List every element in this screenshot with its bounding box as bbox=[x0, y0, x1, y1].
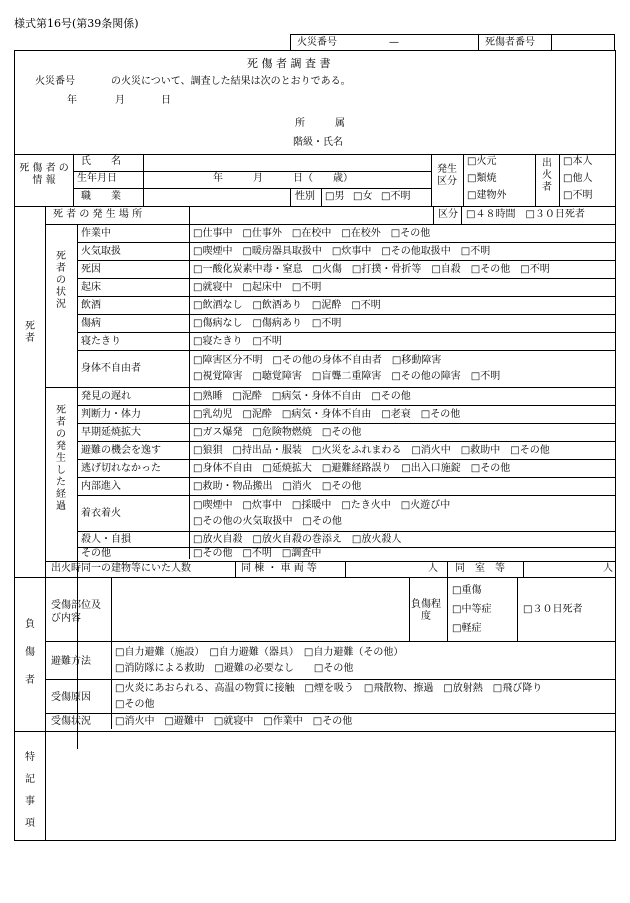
same-building-sub-label: 同 棟 ・ 車 両 等 bbox=[241, 563, 317, 574]
fire-starter-option-self[interactable]: □本人 bbox=[563, 156, 593, 167]
birthdate-field[interactable]: 年 月 日（ 歳） bbox=[213, 173, 353, 184]
death-section-label: 死 者 bbox=[25, 321, 35, 344]
fire-starter-label: 出 火 者 bbox=[542, 158, 552, 193]
status-row-label: 身体不自由者 bbox=[81, 363, 141, 374]
status-row-options[interactable]: □視覚障害 □聴覚障害 □盲聾二重障害 □その他の障害 □不明 bbox=[193, 371, 501, 382]
process-row-options[interactable]: □ガス爆発 □危険物燃焼 □その他 bbox=[193, 427, 362, 438]
injury-cause-label: 受傷原因 bbox=[51, 692, 91, 703]
process-row-label: 殺人・自損 bbox=[81, 534, 131, 545]
document-title: 死 傷 者 調 査 書 bbox=[247, 57, 331, 70]
fire-number-label: 火災番号 bbox=[297, 37, 337, 48]
process-row-label: その他 bbox=[81, 548, 111, 559]
casualty-report-form bbox=[14, 50, 616, 841]
process-row-label: 早期延焼拡大 bbox=[81, 427, 141, 438]
division-label: 区分 bbox=[438, 209, 458, 220]
process-row-options[interactable]: □身体不自由 □延焼拡大 □避難経路誤り □出入口施錠 □その他 bbox=[193, 463, 511, 474]
status-row-options[interactable]: □喫煙中 □暖房器具取扱中 □炊事中 □その他取扱中 □不明 bbox=[193, 246, 491, 257]
process-row-options[interactable]: □喫煙中 □炊事中 □採暖中 □たき火中 □火遊び中 bbox=[193, 500, 451, 511]
gender-label: 性別 bbox=[295, 191, 315, 202]
year-label: 年 bbox=[67, 95, 77, 106]
evacuation-options[interactable]: □自力避難（施設） □自力避難（器具） □自力避難（その他） bbox=[115, 647, 404, 658]
status-row-options[interactable]: □障害区分不明 □その他の身体不自由者 □移動障害 bbox=[193, 355, 442, 366]
origin-option-spread[interactable]: □類焼 bbox=[467, 173, 497, 184]
injury-cause-options[interactable]: □その他 bbox=[115, 699, 155, 710]
same-building-label: 出火時同一の建物等にいた人数 bbox=[51, 563, 191, 574]
process-row-label: 内部進入 bbox=[81, 481, 121, 492]
death-place-label: 死 者 の 発 生 場 所 bbox=[53, 209, 143, 220]
status-row-options[interactable]: □飲酒なし □飲酒あり □泥酔 □不明 bbox=[193, 300, 381, 311]
status-row-label: 死因 bbox=[81, 264, 101, 275]
status-row-options[interactable]: □就寝中 □起床中 □不明 bbox=[193, 282, 322, 293]
injury-degree-moderate[interactable]: □中等症 bbox=[452, 604, 492, 615]
day-label: 日 bbox=[161, 95, 171, 106]
process-row-options[interactable]: □狼狽 □持出品・服装 □火災をふれまわる □消火中 □救助中 □その他 bbox=[193, 445, 550, 456]
status-row-label: 飲酒 bbox=[81, 300, 101, 311]
status-row-options[interactable]: □一酸化炭素中毒・窒息 □火傷 □打撲・骨折等 □自殺 □その他 □不明 bbox=[193, 264, 550, 275]
name-label: 氏 名 bbox=[81, 156, 121, 167]
origin-label: 発生区分 bbox=[437, 164, 457, 187]
status-row-label: 火気取扱 bbox=[81, 246, 121, 257]
fire-starter-option-other[interactable]: □他人 bbox=[563, 173, 593, 184]
fire-number-field[interactable]: — bbox=[389, 37, 399, 48]
same-room-person-unit: 人 bbox=[603, 563, 613, 574]
day-30-death-option[interactable]: □３０日死者 bbox=[523, 604, 583, 615]
notes-field[interactable] bbox=[47, 733, 613, 838]
gender-option-unknown[interactable]: □不明 bbox=[381, 191, 411, 202]
process-row-label: 着衣着火 bbox=[81, 508, 121, 519]
process-row-options[interactable]: □熟睡 □泥酔 □病気・身体不自由 □その他 bbox=[193, 391, 411, 402]
status-row-options[interactable]: □傷病なし □傷病あり □不明 bbox=[193, 318, 342, 329]
process-row-options[interactable]: □乳幼児 □泥酔 □病気・身体不自由 □老衰 □その他 bbox=[193, 409, 461, 420]
process-row-options[interactable]: □救助・物品搬出 □消火 □その他 bbox=[193, 481, 362, 492]
process-row-label: 判断力・体力 bbox=[81, 409, 141, 420]
injured-section-label: 負 傷 者 bbox=[25, 619, 35, 686]
division-options[interactable]: □４８時間 □３０日死者 bbox=[466, 209, 585, 220]
evacuation-options[interactable]: □消防隊による救助 □避難の必要なし □その他 bbox=[115, 663, 354, 674]
casualty-number-label: 死傷者番号 bbox=[485, 37, 535, 48]
origin-option-outside[interactable]: □建物外 bbox=[467, 190, 507, 201]
evacuation-label: 避難方法 bbox=[51, 656, 91, 667]
injury-degree-label: 負傷程度 bbox=[411, 599, 441, 622]
injury-degree-serious[interactable]: □重傷 bbox=[452, 585, 482, 596]
notes-label: 特 記 事 項 bbox=[25, 752, 35, 829]
rank-name-label: 階級・氏名 bbox=[293, 137, 343, 148]
header-fire-number-label: 火災番号 bbox=[35, 76, 75, 87]
status-row-label: 起床 bbox=[81, 282, 101, 293]
injury-situation-options[interactable]: □消火中 □避難中 □就寝中 □作業中 □その他 bbox=[115, 716, 353, 727]
death-process-label: 死 者 の 発 生 し た 経 過 bbox=[56, 405, 66, 512]
injury-cause-options[interactable]: □火炎にあおられる、高温の物質に接触 □煙を吸う □飛散物、擦過 □放射熱 □飛び降り bbox=[115, 683, 543, 694]
status-row-label: 作業中 bbox=[81, 228, 111, 239]
status-row-label: 寝たきり bbox=[81, 336, 121, 347]
fire-starter-option-unknown[interactable]: □不明 bbox=[563, 190, 593, 201]
injury-part-label: 受傷部位及び内容 bbox=[51, 600, 101, 624]
process-row-options[interactable]: □その他 □不明 □調査中 bbox=[193, 548, 322, 559]
intro-text: の火災について、調査した結果は次のとおりである。 bbox=[111, 76, 351, 87]
birthdate-label: 生年月日 bbox=[77, 173, 117, 184]
casualty-info-section-label: 死 傷 者 の 情 報 bbox=[19, 163, 69, 186]
form-number: 様式第16号(第39条関係) bbox=[14, 17, 139, 30]
status-row-label: 傷病 bbox=[81, 318, 101, 329]
origin-option-fire-source[interactable]: □火元 bbox=[467, 156, 497, 167]
gender-option-female[interactable]: □女 bbox=[353, 191, 373, 202]
process-row-options[interactable]: □その他の火気取扱中 □その他 bbox=[193, 516, 342, 527]
status-row-options[interactable]: □寝たきり □不明 bbox=[193, 336, 282, 347]
same-room-label: 同 室 等 bbox=[455, 563, 505, 574]
process-row-label: 避難の機会を逸す bbox=[81, 445, 161, 456]
process-row-options[interactable]: □放火自殺 □放火自殺の巻添え □放火殺人 bbox=[193, 534, 402, 545]
affiliation-label: 所 属 bbox=[295, 118, 345, 129]
injury-situation-label: 受傷状況 bbox=[51, 716, 91, 727]
gender-option-male[interactable]: □男 bbox=[325, 191, 345, 202]
same-building-person-unit: 人 bbox=[428, 563, 438, 574]
status-row-options[interactable]: □仕事中 □仕事外 □在校中 □在校外 □その他 bbox=[193, 228, 431, 239]
death-status-label: 死 者 の 状 況 bbox=[56, 251, 66, 310]
process-row-label: 発見の遅れ bbox=[81, 391, 131, 402]
month-label: 月 bbox=[115, 95, 125, 106]
process-row-label: 逃げ切れなかった bbox=[81, 463, 161, 474]
occupation-label: 職 業 bbox=[81, 191, 121, 202]
injury-degree-minor[interactable]: □軽症 bbox=[452, 623, 482, 634]
fire-number-header bbox=[290, 34, 615, 50]
